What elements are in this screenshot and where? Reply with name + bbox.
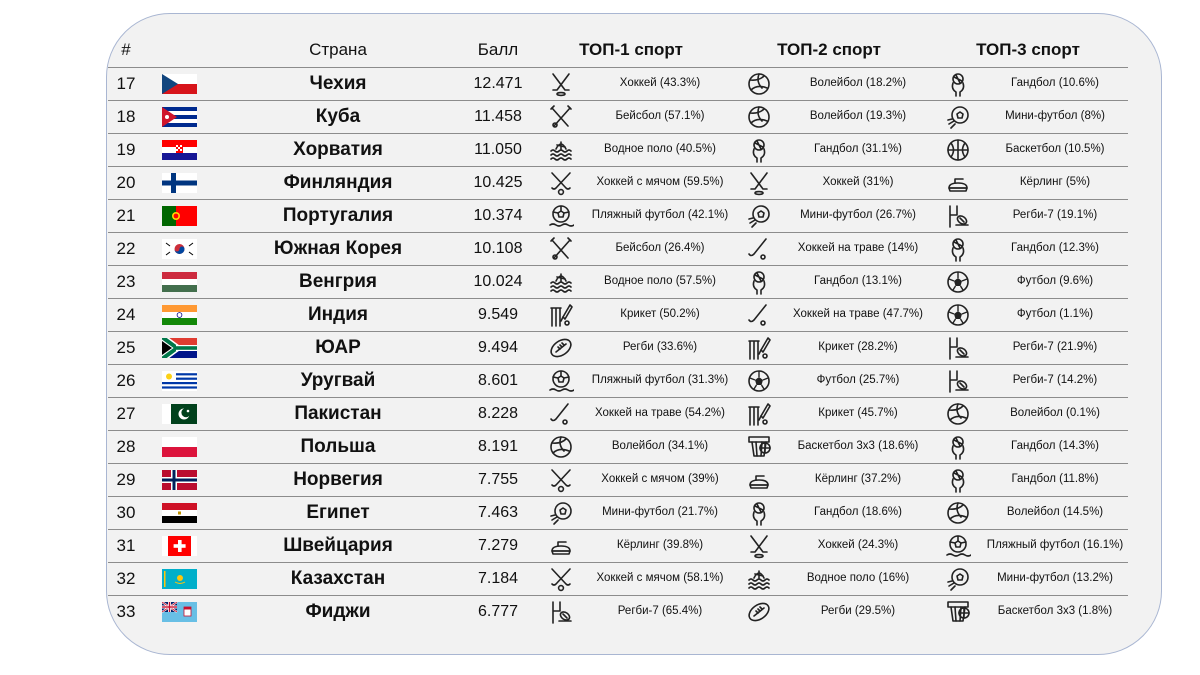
top1-sport: Хоккей (43.3%) <box>619 77 701 89</box>
top1-sport: Мини-футбол (21.7%) <box>602 506 718 518</box>
score-value: 10.425 <box>473 174 523 191</box>
rugby-7-icon <box>945 368 971 394</box>
rank-number: 28 <box>116 437 136 456</box>
rank-number: 18 <box>116 107 136 126</box>
table-row <box>108 496 1128 529</box>
top3-sport: Футбол (9.6%) <box>1016 275 1094 287</box>
table-row <box>108 430 1128 463</box>
field-hockey-icon <box>746 302 772 328</box>
basketball-3x3-icon <box>746 434 772 460</box>
table-row <box>108 364 1128 397</box>
field-hockey-icon <box>548 401 574 427</box>
south-korea-flag <box>162 239 197 259</box>
ice-hockey-icon <box>746 170 772 196</box>
czech-flag <box>162 74 197 94</box>
table-row <box>108 232 1128 265</box>
country-name: Польша <box>300 436 376 457</box>
top3-sport: Гандбол (12.3%) <box>1011 242 1099 254</box>
rank-number: 29 <box>116 470 136 489</box>
country-name: Куба <box>315 106 361 127</box>
rank-number: 26 <box>116 371 136 390</box>
rank-number: 27 <box>116 404 136 423</box>
ice-hockey-icon <box>548 71 574 97</box>
top1-sport: Крикет (50.2%) <box>620 308 700 320</box>
volleyball-icon <box>945 401 971 427</box>
beach-soccer-icon <box>945 533 971 559</box>
curling-icon <box>945 170 971 196</box>
water-polo-icon <box>746 566 772 592</box>
top1-sport: Хоккей на траве (54.2%) <box>595 407 725 419</box>
rank-number: 33 <box>116 602 136 621</box>
table-row <box>108 166 1128 199</box>
table-row <box>108 67 1128 100</box>
top2-sport: Мини-футбол (26.7%) <box>800 209 916 221</box>
top2-sport: Хоккей на траве (47.7%) <box>793 308 923 320</box>
country-name: Уругвай <box>300 370 376 391</box>
top3-sport: Гандбол (14.3%) <box>1011 440 1099 452</box>
uruguay-flag <box>162 371 197 391</box>
handball-icon <box>746 137 772 163</box>
handball-icon <box>746 500 772 526</box>
country-name: Пакистан <box>294 403 382 424</box>
table-row <box>108 199 1128 232</box>
curling-icon <box>746 467 772 493</box>
rank-number: 21 <box>116 206 136 225</box>
top3-sport: Регби-7 (19.1%) <box>1012 209 1098 221</box>
score-value: 7.279 <box>477 537 519 554</box>
top1-sport: Бейсбол (26.4%) <box>615 242 705 254</box>
top3-sport: Мини-футбол (8%) <box>1005 110 1105 122</box>
finland-flag <box>162 173 197 193</box>
rugby-7-icon <box>945 203 971 229</box>
poland-flag <box>162 437 197 457</box>
country-name: ЮАР <box>315 337 361 358</box>
country-name: Фиджи <box>305 601 371 622</box>
top2-sport: Крикет (45.7%) <box>818 407 898 419</box>
score-value: 12.471 <box>473 75 523 92</box>
basketball-3x3-icon <box>945 599 971 625</box>
curling-icon <box>548 533 574 559</box>
rank-number: 32 <box>116 569 136 588</box>
handball-icon <box>945 71 971 97</box>
volleyball-icon <box>746 104 772 130</box>
rank-number: 24 <box>116 305 136 324</box>
country-name: Португалия <box>282 205 394 226</box>
top2-sport: Волейбол (18.2%) <box>809 77 907 89</box>
top1-sport: Хоккей с мячом (39%) <box>601 473 719 485</box>
beach-soccer-icon <box>548 368 574 394</box>
score-value: 11.458 <box>474 108 522 125</box>
top2-sport: Регби (29.5%) <box>820 605 896 617</box>
rank-number: 17 <box>116 74 136 93</box>
rank-number: 30 <box>116 503 136 522</box>
norway-flag <box>162 470 197 490</box>
top1-sport: Водное поло (57.5%) <box>604 275 716 287</box>
futsal-icon <box>548 500 574 526</box>
table-row <box>108 100 1128 133</box>
top1-sport: Хоккей с мячом (58.1%) <box>596 572 724 584</box>
top1-sport: Хоккей с мячом (59.5%) <box>596 176 724 188</box>
handball-icon <box>945 467 971 493</box>
rank-number: 23 <box>116 272 136 291</box>
field-hockey-icon <box>746 236 772 262</box>
bandy-icon <box>548 566 574 592</box>
cricket-icon <box>746 401 772 427</box>
score-value: 7.463 <box>477 504 519 521</box>
score-value: 9.494 <box>477 339 519 356</box>
futsal-icon <box>945 566 971 592</box>
soccer-icon <box>945 302 971 328</box>
top2-sport: Водное поло (16%) <box>806 572 910 584</box>
table-row <box>108 529 1128 562</box>
top1-sport: Кёрлинг (39.8%) <box>616 539 704 551</box>
rank-number: 22 <box>116 239 136 258</box>
volleyball-icon <box>548 434 574 460</box>
score-value: 10.374 <box>473 207 523 224</box>
top1-sport: Регби (33.6%) <box>622 341 698 353</box>
cricket-icon <box>746 335 772 361</box>
country-name: Хорватия <box>293 139 383 160</box>
top2-sport: Гандбол (31.1%) <box>814 143 902 155</box>
top2-sport: Гандбол (13.1%) <box>814 275 902 287</box>
top3-sport: Кёрлинг (5%) <box>1019 176 1091 188</box>
score-value: 6.777 <box>477 603 519 620</box>
water-polo-icon <box>548 269 574 295</box>
switzerland-flag <box>162 536 197 556</box>
top3-sport: Мини-футбол (13.2%) <box>997 572 1113 584</box>
cuba-flag <box>162 107 197 127</box>
score-value: 8.191 <box>477 438 519 455</box>
header-top3: ТОП-3 спорт <box>976 40 1080 59</box>
top2-sport: Гандбол (18.6%) <box>814 506 902 518</box>
score-value: 7.184 <box>477 570 519 587</box>
header-country: Страна <box>309 40 367 59</box>
top1-sport: Волейбол (34.1%) <box>611 440 709 452</box>
rank-number: 20 <box>116 173 136 192</box>
beach-soccer-icon <box>548 203 574 229</box>
soccer-icon <box>746 368 772 394</box>
table-row <box>108 562 1128 595</box>
egypt-flag <box>162 503 197 523</box>
table-row <box>108 133 1128 166</box>
country-name: Индия <box>308 304 368 325</box>
bandy-icon <box>548 467 574 493</box>
basketball-icon <box>945 137 971 163</box>
ice-hockey-icon <box>746 533 772 559</box>
score-value: 11.050 <box>474 141 522 158</box>
top2-sport: Хоккей (31%) <box>822 176 894 188</box>
futsal-icon <box>945 104 971 130</box>
top3-sport: Баскетбол 3х3 (1.8%) <box>997 605 1113 617</box>
header-top2: ТОП-2 спорт <box>777 40 881 59</box>
table-row <box>108 298 1128 331</box>
header-score: Балл <box>477 40 519 59</box>
top3-sport: Баскетбол (10.5%) <box>1005 143 1105 155</box>
rank-number: 19 <box>116 140 136 159</box>
country-name: Швейцария <box>283 535 393 556</box>
futsal-icon <box>746 203 772 229</box>
country-name: Норвегия <box>293 469 383 490</box>
top2-sport: Баскетбол 3х3 (18.6%) <box>797 440 919 452</box>
header-num: # <box>121 40 131 59</box>
top1-sport: Бейсбол (57.1%) <box>615 110 705 122</box>
bandy-icon <box>548 170 574 196</box>
top2-sport: Крикет (28.2%) <box>818 341 898 353</box>
cricket-icon <box>548 302 574 328</box>
volleyball-icon <box>746 71 772 97</box>
top3-sport: Футбол (1.1%) <box>1016 308 1094 320</box>
rugby-7-icon <box>945 335 971 361</box>
south-africa-flag <box>162 338 197 358</box>
table-row <box>108 595 1128 628</box>
top3-sport: Волейбол (14.5%) <box>1006 506 1104 518</box>
top2-sport: Хоккей на траве (14%) <box>797 242 919 254</box>
baseball-icon <box>548 104 574 130</box>
water-polo-icon <box>548 137 574 163</box>
pakistan-flag <box>162 404 197 424</box>
fiji-flag <box>162 602 197 622</box>
top2-sport: Футбол (25.7%) <box>816 374 900 386</box>
top3-sport: Регби-7 (14.2%) <box>1012 374 1098 386</box>
hungary-flag <box>162 272 197 292</box>
top2-sport: Хоккей (24.3%) <box>817 539 899 551</box>
score-value: 8.601 <box>477 372 519 389</box>
table-row <box>108 331 1128 364</box>
top3-sport: Гандбол (11.8%) <box>1011 473 1099 485</box>
india-flag <box>162 305 197 325</box>
top2-sport: Волейбол (19.3%) <box>809 110 907 122</box>
top3-sport: Пляжный футбол (16.1%) <box>986 539 1124 551</box>
croatia-flag <box>162 140 197 160</box>
table-row <box>108 463 1128 496</box>
country-name: Южная Корея <box>273 238 403 259</box>
top1-sport: Регби-7 (65.4%) <box>617 605 703 617</box>
top1-sport: Пляжный футбол (31.3%) <box>591 374 729 386</box>
top3-sport: Регби-7 (21.9%) <box>1012 341 1098 353</box>
handball-icon <box>945 434 971 460</box>
kazakhstan-flag <box>162 569 197 589</box>
table-row <box>108 265 1128 298</box>
country-name: Чехия <box>309 73 367 94</box>
top3-sport: Гандбол (10.6%) <box>1011 77 1099 89</box>
rank-number: 25 <box>116 338 136 357</box>
rugby-icon <box>746 599 772 625</box>
score-value: 10.108 <box>473 240 523 257</box>
header-top1: ТОП-1 спорт <box>579 40 683 59</box>
rugby-icon <box>548 335 574 361</box>
country-name: Венгрия <box>298 271 378 292</box>
table-row <box>108 397 1128 430</box>
score-value: 8.228 <box>477 405 519 422</box>
top1-sport: Водное поло (40.5%) <box>604 143 716 155</box>
portugal-flag <box>162 206 197 226</box>
score-value: 9.549 <box>477 306 519 323</box>
baseball-icon <box>548 236 574 262</box>
score-value: 10.024 <box>473 273 523 290</box>
top1-sport: Пляжный футбол (42.1%) <box>591 209 729 221</box>
rank-number: 31 <box>116 536 136 555</box>
volleyball-icon <box>945 500 971 526</box>
handball-icon <box>945 236 971 262</box>
soccer-icon <box>945 269 971 295</box>
rugby-7-icon <box>548 599 574 625</box>
top3-sport: Волейбол (0.1%) <box>1010 407 1100 419</box>
country-name: Финляндия <box>283 172 393 193</box>
score-value: 7.755 <box>477 471 519 488</box>
country-name: Египет <box>306 502 370 523</box>
handball-icon <box>746 269 772 295</box>
country-name: Казахстан <box>290 568 386 589</box>
top2-sport: Кёрлинг (37.2%) <box>814 473 902 485</box>
